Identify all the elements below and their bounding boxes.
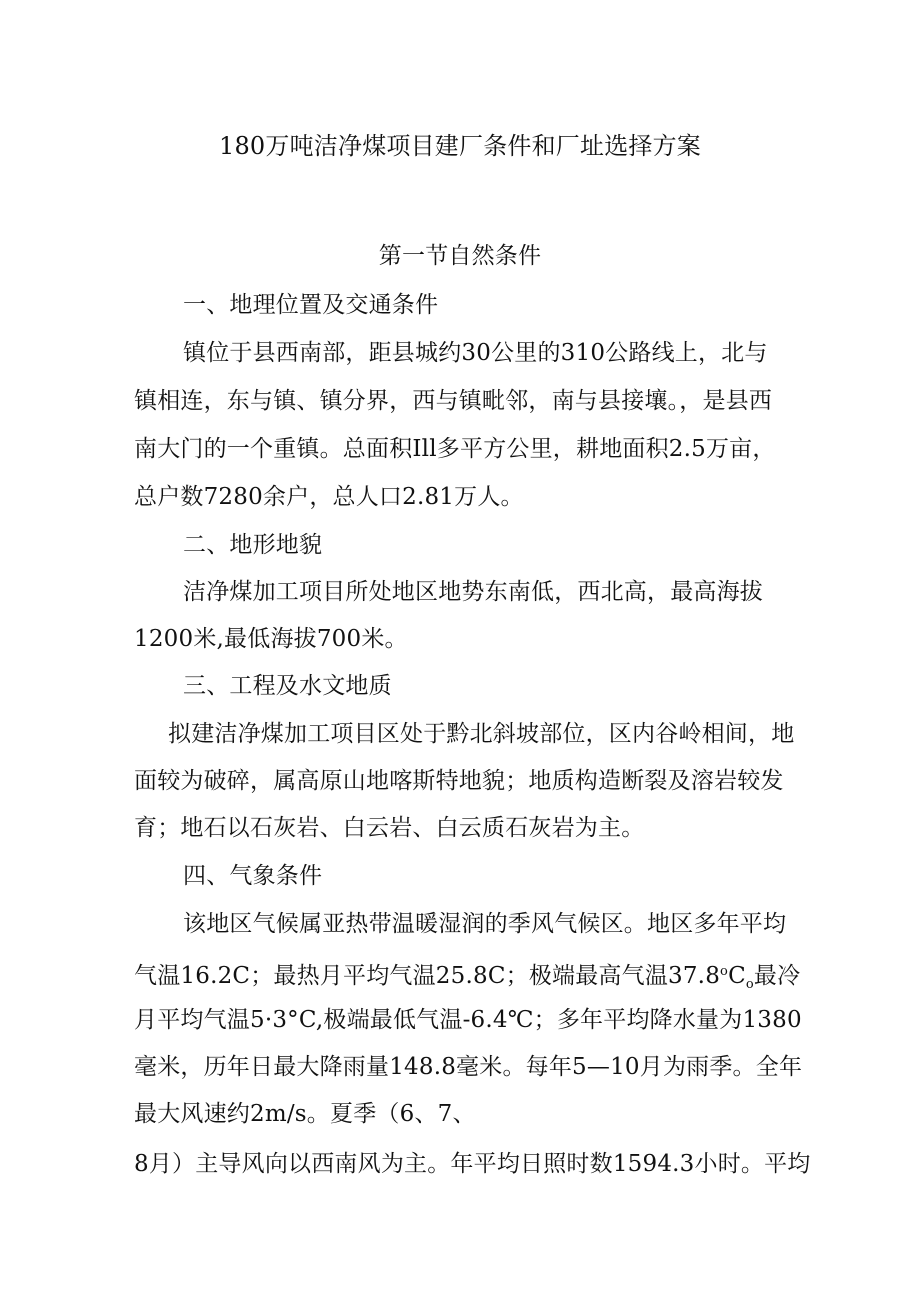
heading-location: 一、地理位置及交通条件 bbox=[183, 292, 439, 318]
degree-subscript: o bbox=[745, 977, 754, 992]
paragraph-location-line-1: 镇位于县西南部，距县城约30公里的310公路线上，北与 bbox=[183, 340, 768, 366]
paragraph-weather-line-4: 毫米，历年日最大降雨量148.8毫米。每年5—10月为雨季。全年 bbox=[134, 1054, 803, 1080]
paragraph-location-line-2: 镇相连，东与镇、镇分界，西与镇毗邻，南与县接壤。，是县西 bbox=[134, 388, 773, 414]
paragraph-weather-line-5: 最大风速约2m/s。夏季（6、7、 bbox=[134, 1101, 476, 1127]
paragraph-location-line-3: 南大门的一个重镇。总面积Ill多平方公里，耕地面积2.5万亩， bbox=[134, 436, 776, 462]
paragraph-weather-line-6: 8月）主导风向以西南风为主。年平均日照时数1594.3小时。平均 bbox=[134, 1151, 811, 1177]
paragraph-terrain-line-2: 1200米,最低海拔700米。 bbox=[134, 626, 408, 652]
heading-geology: 三、工程及水文地质 bbox=[183, 673, 392, 699]
paragraph-geology-line-2: 面较为破碎，属高原山地喀斯特地貌；地质构造断裂及溶岩较发 bbox=[134, 768, 784, 794]
weather-line-2-text-b: 最冷 bbox=[753, 963, 801, 989]
paragraph-location-line-4: 总户数7280余户，总人口2.81万人。 bbox=[134, 484, 524, 510]
document-title: 180万吨洁净煤项目建厂条件和厂址选择方案 bbox=[218, 132, 701, 160]
degree-superscript: o bbox=[720, 964, 729, 979]
paragraph-geology-line-3: 育；地石以石灰岩、白云岩、白云质石灰岩为主。 bbox=[134, 815, 645, 841]
heading-weather: 四、气象条件 bbox=[183, 863, 323, 889]
paragraph-geology-line-1: 拟建洁净煤加工项目区处于黔北斜坡部位，区内谷岭相间，地 bbox=[168, 721, 795, 747]
paragraph-weather-line-1: 该地区气候属亚热带温暖湿润的季风气候区。地区多年平均 bbox=[183, 911, 787, 937]
paragraph-weather-line-2 bbox=[134, 957, 800, 1000]
weather-line-2-text-a: 气温16.2C；最热月平均气温25.8C；极端最高气温37.8 bbox=[134, 963, 721, 989]
paragraph-weather-line-3: 月平均气温5·3°C,极端最低气温-6.4℃；多年平均降水量为1380 bbox=[134, 1007, 802, 1033]
celsius-letter: C bbox=[728, 963, 746, 989]
paragraph-terrain-line-1: 洁净煤加工项目所处地区地势东南低，西北高，最高海拔 bbox=[183, 579, 763, 605]
heading-terrain: 二、地形地貌 bbox=[183, 532, 323, 558]
section-title: 第一节自然条件 bbox=[378, 243, 542, 269]
